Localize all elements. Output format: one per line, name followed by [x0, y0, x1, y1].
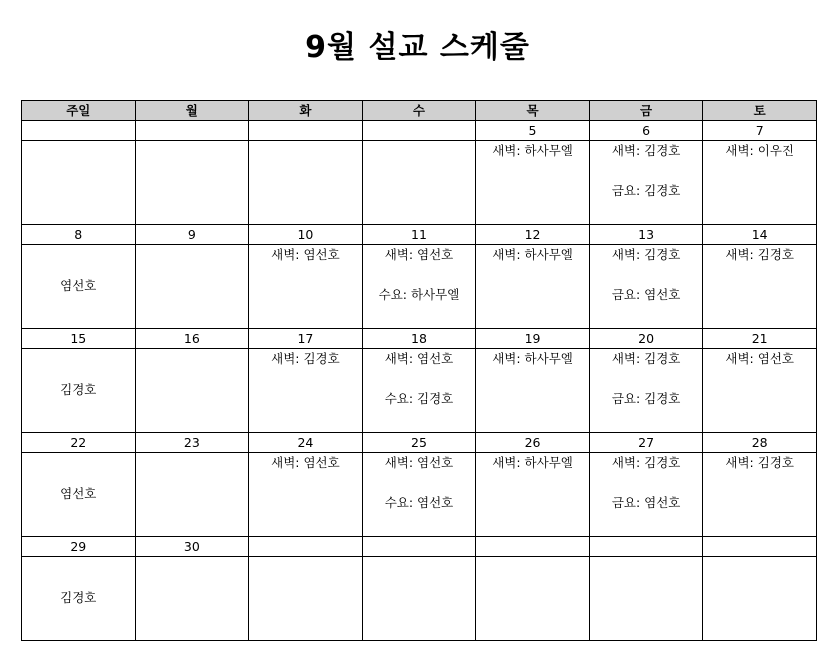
date-number — [362, 537, 476, 557]
day-cell — [589, 349, 703, 433]
day-cell — [589, 557, 703, 641]
date-number: 7 — [703, 121, 817, 141]
weekday-mon: 월 — [135, 101, 249, 121]
sunday-preacher: 김경호 — [60, 382, 97, 397]
date-number: 30 — [135, 537, 249, 557]
sermon-entry: 새벽: 하사무엘 — [492, 143, 573, 158]
day-cell — [22, 557, 136, 641]
day-cell — [135, 245, 249, 329]
sunday-preacher: 김경호 — [60, 590, 97, 605]
date-number — [22, 121, 136, 141]
date-number: 29 — [22, 537, 136, 557]
sermon-entry: 새벽: 하사무엘 — [492, 247, 573, 262]
date-number: 14 — [703, 225, 817, 245]
sunday-preacher: 염선호 — [60, 278, 97, 293]
day-cell — [589, 453, 703, 537]
day-cell — [249, 349, 363, 433]
date-number: 18 — [362, 329, 476, 349]
sermon-entry: 수요: 김경호 — [384, 391, 454, 406]
date-number: 5 — [476, 121, 590, 141]
weekday-fri: 금 — [589, 101, 703, 121]
sermon-entry: 수요: 염선호 — [384, 495, 454, 510]
day-cell — [362, 349, 476, 433]
date-number: 16 — [135, 329, 249, 349]
sermon-entry: 금요: 김경호 — [611, 183, 681, 198]
date-number: 15 — [22, 329, 136, 349]
day-cell — [249, 141, 363, 225]
week-date-row — [22, 121, 817, 141]
sermon-entry: 수요: 하사무엘 — [378, 287, 460, 302]
week-date-row — [22, 225, 817, 245]
sermon-entry: 새벽: 염선호 — [384, 247, 454, 262]
day-cell — [703, 245, 817, 329]
date-number: 17 — [249, 329, 363, 349]
sermon-entry: 새벽: 김경호 — [611, 455, 681, 470]
day-cell — [135, 349, 249, 433]
sermon-entry: 새벽: 김경호 — [725, 455, 794, 470]
date-number: 11 — [362, 225, 476, 245]
day-cell — [135, 453, 249, 537]
sermon-entry: 새벽: 이우진 — [725, 143, 794, 158]
sermon-entry: 새벽: 염선호 — [725, 351, 794, 366]
date-number — [249, 121, 363, 141]
day-cell — [362, 557, 476, 641]
sermon-entry: 새벽: 하사무엘 — [492, 455, 573, 470]
day-cell — [362, 245, 476, 329]
sermon-entry: 새벽: 염선호 — [271, 455, 340, 470]
day-cell — [249, 245, 363, 329]
day-cell — [476, 453, 590, 537]
date-number: 8 — [22, 225, 136, 245]
sermon-entry: 금요: 염선호 — [611, 287, 681, 302]
schedule-calendar — [21, 100, 817, 641]
date-number: 9 — [135, 225, 249, 245]
date-number: 13 — [589, 225, 703, 245]
date-number: 28 — [703, 433, 817, 453]
sermon-entry: 새벽: 김경호 — [611, 351, 681, 366]
day-cell — [135, 141, 249, 225]
sermon-entry: 새벽: 염선호 — [271, 247, 340, 262]
page-title: 9월 설교 스케줄 — [305, 30, 530, 65]
week-events-row — [22, 141, 817, 225]
day-cell — [22, 245, 136, 329]
date-number: 6 — [589, 121, 703, 141]
week-date-row — [22, 433, 817, 453]
date-number: 24 — [249, 433, 363, 453]
date-number — [362, 121, 476, 141]
day-cell — [362, 141, 476, 225]
date-number: 26 — [476, 433, 590, 453]
date-number: 25 — [362, 433, 476, 453]
day-cell — [703, 557, 817, 641]
date-number: 22 — [22, 433, 136, 453]
sermon-entry: 새벽: 김경호 — [725, 247, 794, 262]
day-cell — [476, 245, 590, 329]
date-number: 12 — [476, 225, 590, 245]
date-number: 20 — [589, 329, 703, 349]
date-number — [703, 537, 817, 557]
day-cell — [476, 557, 590, 641]
day-cell — [476, 141, 590, 225]
day-cell — [703, 453, 817, 537]
day-cell — [22, 453, 136, 537]
week-date-row — [22, 329, 817, 349]
weekday-tue: 화 — [249, 101, 363, 121]
day-cell — [476, 349, 590, 433]
date-number — [249, 537, 363, 557]
date-number: 21 — [703, 329, 817, 349]
sermon-entry: 새벽: 김경호 — [611, 143, 681, 158]
day-cell — [589, 245, 703, 329]
week-events-row — [22, 245, 817, 329]
sunday-preacher: 염선호 — [60, 486, 97, 501]
date-number: 23 — [135, 433, 249, 453]
day-cell — [589, 141, 703, 225]
week-date-row — [22, 537, 817, 557]
weekday-sun: 주일 — [22, 101, 136, 121]
date-number — [135, 121, 249, 141]
sermon-entry: 금요: 염선호 — [611, 495, 681, 510]
day-cell — [362, 453, 476, 537]
day-cell — [249, 557, 363, 641]
date-number — [589, 537, 703, 557]
sermon-entry: 새벽: 염선호 — [384, 351, 454, 366]
date-number: 10 — [249, 225, 363, 245]
day-cell — [249, 453, 363, 537]
week-events-row — [22, 453, 817, 537]
sermon-entry: 새벽: 김경호 — [271, 351, 340, 366]
sermon-entry: 금요: 김경호 — [611, 391, 681, 406]
week-events-row — [22, 349, 817, 433]
weekday-sat: 토 — [703, 101, 817, 121]
date-number — [476, 537, 590, 557]
day-cell — [703, 141, 817, 225]
sermon-entry: 새벽: 김경호 — [611, 247, 681, 262]
sermon-entry: 새벽: 하사무엘 — [492, 351, 573, 366]
date-number: 19 — [476, 329, 590, 349]
weekday-wed: 수 — [362, 101, 476, 121]
week-events-row — [22, 557, 817, 641]
day-cell — [703, 349, 817, 433]
day-cell — [135, 557, 249, 641]
day-cell — [22, 141, 136, 225]
weekday-thu: 목 — [476, 101, 590, 121]
day-cell — [22, 349, 136, 433]
date-number: 27 — [589, 433, 703, 453]
sermon-entry: 새벽: 염선호 — [384, 455, 454, 470]
weekday-header-row — [22, 101, 817, 121]
